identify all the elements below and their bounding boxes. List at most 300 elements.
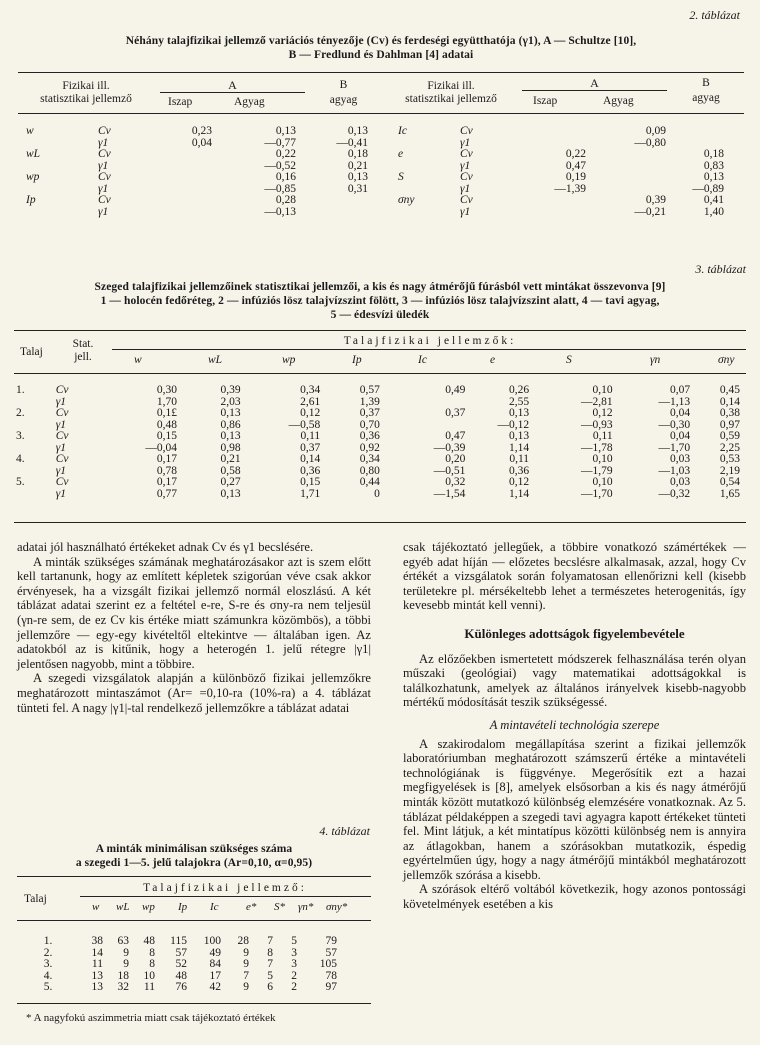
right-paragraph-3: A szakirodalom megállapítása szerint a fizikai jellemzők laboratóriumban meghatározott számszerű értéke a mintavételi technológiának is függvénye. Megerősítik ezt a hazai megfigyelések is [8], amelyek elsősorban a kis és nagy átmérőjű minták között mutatkozó különbség elemzésére vonatkoznak. Az 5. táblázat példaképpen a szegedi tavi agyagra kapott értékeket tünteti fel. Mint látjuk, a két mintatípus közötti különbség nem is annyira az átlagokban, hanem a szórásokban mutatkozik, éspedig egyértelműen úgy, hogy a nagy átmérőjű mintákból meghatározott jellemzők szórása a kisebb. xyxy=(403,736,746,882)
value-cell: 0,59 xyxy=(719,430,740,442)
table-row xyxy=(14,397,746,409)
table4-group-rule xyxy=(80,896,371,897)
value-cell: 7 xyxy=(243,969,249,982)
value-cell: 76 xyxy=(175,981,187,993)
a-iszap-cell xyxy=(500,195,588,207)
a-agyag-cell: 0,09 xyxy=(645,125,666,137)
table-row xyxy=(17,971,371,983)
value-cell: 0,1£ xyxy=(156,407,178,419)
value-cell: 42 xyxy=(209,981,221,993)
a-agyag-cell: 0,13 xyxy=(275,125,296,137)
value-cell: —0,58 xyxy=(288,418,321,431)
row-name-cell: S xyxy=(398,171,404,183)
value-cell: 0,78 xyxy=(156,464,178,477)
value-cell: —0,93 xyxy=(580,418,613,431)
b-cell: 0,83 xyxy=(703,159,724,172)
row-name-cell: wL xyxy=(26,148,41,160)
table2-left-B-header xyxy=(316,78,371,108)
value-cell: —1,78 xyxy=(580,441,613,454)
stat-cell: γ1 xyxy=(460,182,471,195)
b-cell xyxy=(668,126,726,138)
talaj-cell: 5. xyxy=(43,981,53,993)
table3-body xyxy=(14,385,746,500)
a-agyag-cell: —0,85 xyxy=(264,182,296,195)
stat-cell: Cv xyxy=(460,125,473,137)
value-cell: 32 xyxy=(117,981,129,993)
value-cell: 0,12 xyxy=(508,476,530,488)
stat-cell: Cv xyxy=(98,194,111,206)
value-cell: 57 xyxy=(325,946,337,959)
value-cell: 115 xyxy=(170,935,187,947)
value-cell: 52 xyxy=(175,958,187,970)
value-cell: 1,14 xyxy=(508,487,530,500)
value-cell: 0,37 xyxy=(359,407,380,419)
table4-caption-line1: A minták minimálisan szükséges száma xyxy=(95,843,293,855)
a-iszap-cell xyxy=(136,149,214,161)
value-cell: 0,17 xyxy=(156,476,178,488)
column-header: S* xyxy=(274,901,285,913)
row-name-cell: w xyxy=(26,125,34,137)
b-cell xyxy=(298,207,370,219)
table-row xyxy=(14,454,746,466)
table3-column-headers xyxy=(112,354,746,368)
value-cell: 0,13 xyxy=(220,487,241,500)
value-cell: 0,92 xyxy=(359,441,380,454)
value-cell: 0,98 xyxy=(220,441,241,454)
table-row xyxy=(17,948,371,960)
value-cell: 1,71 xyxy=(300,487,321,500)
b-cell: 0,18 xyxy=(703,148,724,160)
value-cell: 1,65 xyxy=(719,487,740,500)
value-cell: 8 xyxy=(149,958,155,970)
value-cell: 0,30 xyxy=(156,384,178,396)
B-label: B xyxy=(702,77,710,89)
table4-group-header: Talajfizikai jellemző: xyxy=(143,882,307,894)
value-cell: 0,57 xyxy=(359,384,380,396)
stat-cell: Cv xyxy=(55,430,69,442)
table-row xyxy=(24,184,370,196)
value-cell: 14 xyxy=(91,946,103,959)
stat-cell: Cv xyxy=(460,194,473,206)
table2-left-agyag-header: Agyag xyxy=(234,96,265,108)
table3-caption-line1: Szeged talajfizikai jellemzőinek statisztikai jellemzői, a kis és nagy átmérőjű fúrásból vett mintákat összevonva [9] xyxy=(94,281,666,293)
value-cell: 2,03 xyxy=(220,395,241,408)
value-cell: 78 xyxy=(325,969,337,982)
value-cell: 0,37 xyxy=(300,441,321,454)
value-cell: 0,14 xyxy=(300,453,321,465)
table2-caption-line2: B — Fredlund és Dahlman [4] adatai xyxy=(288,49,474,61)
value-cell: —0,39 xyxy=(433,441,466,454)
left-paragraph-2: A minták szükséges számának meghatározásakor azt is szem előtt kell tartanunk, hogy az említett képletek szigorúan véve csak akkor érvényesek, ha a vizsgált fizikai jellemző normál eloszlású. A két táblázat adatai szerint ez a feltétel e-re, S-re és σny-ra nem teljesül (γn-re sem, de ez Cv kis értéke miatt számunkra közömbös), a többi jellemzőre — egy-egy kivételtől eltekintve — általában igen. Az adatokból az is kitűnik, hogy a heterogén 1. jelű rétegre |γ1| jelentősen nagyobb, mint a többire. xyxy=(17,554,371,671)
table2-left-iszap-header: Iszap xyxy=(168,96,193,108)
table3-group-header: Talajfizikai jellemzők: xyxy=(343,335,517,347)
stat-cell: Cv xyxy=(55,384,69,396)
value-cell: —2,81 xyxy=(580,395,613,408)
talaj-cell: 3. xyxy=(43,958,53,970)
column-header: γn xyxy=(650,354,661,366)
stat-cell: γ1 xyxy=(98,136,109,149)
value-cell: —1,70 xyxy=(658,441,691,454)
table-row xyxy=(396,184,726,196)
value-cell: 0,48 xyxy=(156,418,178,431)
value-cell: 0,39 xyxy=(220,384,241,396)
table2-right-A-header: A xyxy=(590,76,599,90)
column-header: Ic xyxy=(210,901,219,913)
value-cell: 0,47 xyxy=(445,430,466,442)
column-header: γn* xyxy=(298,901,314,913)
value-cell: 0,03 xyxy=(670,453,691,465)
value-cell: 0,15 xyxy=(156,430,178,442)
a-iszap-cell xyxy=(500,126,588,138)
table3-talaj-header: Talaj xyxy=(20,346,43,358)
a-iszap-cell xyxy=(136,184,214,196)
value-cell: 0,36 xyxy=(508,464,530,477)
char-header-line1: Fizikai ill. xyxy=(62,80,110,92)
value-cell: 3 xyxy=(291,946,297,959)
talaj-cell: 3. xyxy=(16,430,25,442)
table-row xyxy=(14,431,746,443)
value-cell: 0,54 xyxy=(719,476,740,488)
stat-header-line1: Stat. xyxy=(72,338,94,350)
a-iszap-cell xyxy=(136,195,214,207)
value-cell: 0,49 xyxy=(445,384,466,396)
value-cell: 0 xyxy=(374,487,380,500)
b-cell: 0,13 xyxy=(703,171,724,183)
table3-top-rule xyxy=(14,330,746,331)
talaj-cell xyxy=(14,489,54,501)
char-header-line2: statisztikai jellemző xyxy=(40,93,132,105)
table3-stat-header xyxy=(60,338,106,364)
value-cell: 6 xyxy=(267,981,273,993)
B-label: B xyxy=(339,79,348,91)
a-agyag-cell xyxy=(588,149,668,161)
value-cell: 0,14 xyxy=(719,395,740,408)
value-cell: 0,44 xyxy=(359,476,380,488)
value-cell: —0,32 xyxy=(658,487,691,500)
value-cell: 0,15 xyxy=(300,476,321,488)
value-cell: 0,04 xyxy=(670,430,691,442)
value-cell: 2 xyxy=(291,969,297,982)
value-cell: 3 xyxy=(291,958,297,970)
value-cell: 7 xyxy=(267,935,273,947)
right-paragraph-2: Az előzőekben ismertetett módszerek felhasználása terén olyan műszaki (geológiai) vagy matematikai adottságokkal is találkozhatunk, amelyek az általános irányelvek kisebb-nagyobb mértékű módosítását teszik szükségessé. xyxy=(403,651,746,710)
a-agyag-cell xyxy=(588,161,668,173)
table-row xyxy=(396,172,726,184)
a-agyag-cell: 0,22 xyxy=(275,148,296,160)
b-cell: —0,89 xyxy=(692,182,724,195)
char-header-line1: Fizikai ill. xyxy=(427,80,475,92)
value-cell: 8 xyxy=(267,946,273,959)
b-cell: 0,21 xyxy=(347,159,368,172)
a-iszap-cell xyxy=(500,207,588,219)
stat-cell: γ1 xyxy=(55,418,67,431)
right-paragraph-1: csak tájékoztató jellegűek, a többire vonatkozó számértékek — egyéb adat híján — előzetes becslésre alkalmasak, azzal, hogy Cv értékét a vizsgálatok során folyamatosan ellenőrizni kell (kisebb területekre pl. mérsékeltebb lehet a természetes heterogenitás, így kevesebb mintát kell venni). xyxy=(403,540,746,613)
table-row xyxy=(396,126,726,138)
a-iszap-cell: 0,23 xyxy=(191,125,212,137)
row-name-cell: wp xyxy=(26,171,40,183)
column-header: σny* xyxy=(326,901,348,913)
value-cell: 0,10 xyxy=(592,384,613,396)
stat-cell: Cv xyxy=(98,125,111,137)
row-name-cell: Ic xyxy=(398,125,407,137)
talaj-cell: 5. xyxy=(16,476,25,488)
table4-body xyxy=(17,936,371,994)
table-row xyxy=(24,126,370,138)
table2-header-rule xyxy=(18,113,744,114)
table2-right-char-header xyxy=(386,80,516,106)
value-cell: 9 xyxy=(123,958,129,970)
value-cell: 2 xyxy=(291,981,297,993)
column-header: wp xyxy=(282,354,296,366)
table-row xyxy=(396,207,726,219)
column-header: wp xyxy=(142,901,155,913)
row-name-cell: Ip xyxy=(26,194,36,206)
value-cell: 7 xyxy=(267,958,273,970)
table2-left-A-rule xyxy=(160,92,305,93)
value-cell: 105 xyxy=(319,958,337,970)
table3-group-rule xyxy=(112,349,746,350)
value-cell: 0,20 xyxy=(445,453,466,465)
talaj-cell: 2. xyxy=(16,407,25,419)
table-row xyxy=(24,195,370,207)
table-row xyxy=(14,385,746,397)
stat-cell: γ1 xyxy=(98,182,109,195)
a-agyag-cell: —0,80 xyxy=(634,136,666,149)
value-cell: 48 xyxy=(175,969,187,982)
table3-caption-line2: 1 — holocén fedőréteg, 2 — infúziós lösz talajvízszint fölött, 3 — infúziós lösz talajvízszint alatt, 4 — tavi agyag, xyxy=(100,295,660,307)
value-cell: 38 xyxy=(91,935,103,947)
stat-cell: Cv xyxy=(55,453,69,465)
value-cell: 0,70 xyxy=(359,418,380,431)
value-cell: 0,11 xyxy=(592,430,613,442)
a-iszap-cell: 0,22 xyxy=(565,148,586,160)
value-cell: 0,11 xyxy=(509,453,530,465)
value-cell: 9 xyxy=(243,981,249,993)
talaj-cell: 2. xyxy=(43,946,53,959)
value-cell: 0,58 xyxy=(220,464,241,477)
table2-left-A-header: A xyxy=(228,78,237,92)
table-row xyxy=(396,195,726,207)
value-cell: 0,12 xyxy=(592,407,613,419)
table4-footnote: * A nagyfokú aszimmetria miatt csak tájékoztató értékek xyxy=(26,1012,276,1024)
table-row xyxy=(17,982,371,994)
b-cell: 0,31 xyxy=(347,182,368,195)
value-cell: 0,80 xyxy=(359,464,380,477)
section-heading: Különleges adottságok figyelembevétele xyxy=(464,625,685,641)
value-cell: 2,61 xyxy=(300,395,321,408)
value-cell: 0,21 xyxy=(220,453,241,465)
column-header: wL xyxy=(208,354,223,366)
table-row xyxy=(14,408,746,420)
value-cell: 0,34 xyxy=(359,453,380,465)
stat-cell: γ1 xyxy=(460,159,471,172)
value-cell: 0,12 xyxy=(300,407,321,419)
table2-right-body xyxy=(396,126,726,218)
value-cell: 9 xyxy=(123,946,129,959)
value-cell: 9 xyxy=(243,958,249,970)
value-cell: 0,34 xyxy=(300,384,321,396)
value-cell: —1,03 xyxy=(658,464,691,477)
value-cell: 0,38 xyxy=(719,407,740,419)
value-cell: 13 xyxy=(91,969,103,982)
value-cell: 0,03 xyxy=(670,476,691,488)
value-cell: 0,37 xyxy=(445,407,466,419)
value-cell: 8 xyxy=(149,946,155,959)
table-row xyxy=(17,936,371,948)
value-cell: —1,79 xyxy=(580,464,613,477)
table4-caption xyxy=(17,842,371,870)
table-row xyxy=(14,477,746,489)
value-cell: —0,51 xyxy=(433,464,466,477)
table2-right-agyag-header: Agyag xyxy=(603,95,634,107)
value-cell: 1,14 xyxy=(508,441,530,454)
value-cell: 11 xyxy=(143,981,155,993)
column-header: Ic xyxy=(418,354,427,366)
value-cell: —0,04 xyxy=(145,441,178,454)
subsection-heading: A mintavételi technológia szerepe xyxy=(489,717,660,732)
stat-cell: Cv xyxy=(55,407,69,419)
value-cell: 0,27 xyxy=(220,476,241,488)
stat-cell: γ1 xyxy=(98,159,109,172)
value-cell: 9 xyxy=(243,946,249,959)
table4-bottom-rule xyxy=(17,1003,371,1004)
value-cell: 5 xyxy=(267,969,273,982)
row-name-cell xyxy=(396,207,458,219)
stat-cell: γ1 xyxy=(460,136,471,149)
a-iszap-cell: 0,04 xyxy=(191,136,212,149)
b-cell: 0,13 xyxy=(347,125,368,137)
value-cell: 0,13 xyxy=(220,430,241,442)
stat-cell: γ1 xyxy=(55,487,67,500)
table2-right-iszap-header: Iszap xyxy=(533,95,558,107)
column-header: S xyxy=(566,354,572,366)
b-cell: 0,13 xyxy=(347,171,368,183)
table2-right-A-rule xyxy=(522,90,667,91)
value-cell: —1,13 xyxy=(658,395,691,408)
value-cell: 0,04 xyxy=(670,407,691,419)
table4-talaj-header: Talaj xyxy=(24,893,47,905)
table2-top-rule xyxy=(18,72,744,73)
value-cell: 0,45 xyxy=(719,384,740,396)
table4-caption-line2: a szegedi 1—5. jelű talajokra (Ar=0,10, α=0,95) xyxy=(75,857,313,869)
value-cell: 0,13 xyxy=(508,407,530,419)
column-header: e* xyxy=(246,901,257,913)
talaj-cell: 4. xyxy=(43,969,53,982)
a-agyag-cell: 0,28 xyxy=(275,194,296,206)
table-row xyxy=(14,466,746,478)
stat-cell: Cv xyxy=(98,171,111,183)
table-row xyxy=(396,161,726,173)
table2-caption-line1: Néhány talajfizikai jellemző variációs tényezője (Cv) és ferdeségi együtthatója (γ1), A — Schultze [10], xyxy=(125,35,637,47)
value-cell: 63 xyxy=(117,935,129,947)
value-cell: 0,97 xyxy=(719,418,740,431)
left-paragraph-3: A szegedi vizsgálatok alapján a különböző fizikai jellemzőkre meghatározott mintaszámot (Ar= =0,10-ra (10%-ra) a 4. táblázat tünteti fel. A nagy |γ1|-tal rendelkező jellemzőkre a táblázat adatai xyxy=(17,671,371,715)
a-iszap-cell xyxy=(136,172,214,184)
b-cell: 1,40 xyxy=(703,205,724,218)
column-header: σny xyxy=(718,354,735,366)
a-agyag-cell: —0,21 xyxy=(634,205,666,218)
value-cell: 2,25 xyxy=(719,441,740,454)
value-cell: 0,10 xyxy=(592,453,613,465)
value-cell: 0,36 xyxy=(300,464,321,477)
row-name-cell xyxy=(24,207,96,219)
a-iszap-cell xyxy=(136,161,214,173)
stat-cell: γ1 xyxy=(98,205,109,218)
value-cell: 17 xyxy=(209,969,221,982)
stat-cell: γ1 xyxy=(55,464,67,477)
char-header-line2: statisztikai jellemző xyxy=(405,93,497,105)
value-cell: 13 xyxy=(91,981,103,993)
a-iszap-cell: —1,39 xyxy=(554,182,586,195)
value-cell: 0,11 xyxy=(300,430,321,442)
a-iszap-cell: 0,19 xyxy=(565,171,586,183)
a-agyag-cell xyxy=(588,172,668,184)
value-cell: 1,39 xyxy=(359,395,380,408)
value-cell: 79 xyxy=(325,935,337,947)
value-cell: 97 xyxy=(325,981,337,993)
value-cell: 0,32 xyxy=(445,476,466,488)
column-header: e xyxy=(490,354,496,366)
a-agyag-cell: 0,16 xyxy=(275,171,296,183)
value-cell: 84 xyxy=(209,958,221,970)
value-cell: 28 xyxy=(237,935,249,947)
table2-caption xyxy=(20,34,742,62)
table4-column-headers xyxy=(80,901,371,915)
a-agyag-cell: —0,77 xyxy=(264,136,296,149)
b-cell: —0,41 xyxy=(336,136,368,149)
a-agyag-cell: —0,13 xyxy=(264,205,296,218)
stat-cell: Cv xyxy=(460,148,473,160)
a-agyag-cell: 0,39 xyxy=(645,194,666,206)
table3-bottom-rule xyxy=(14,522,746,523)
talaj-cell: 1. xyxy=(43,935,53,947)
table2-label: 2. táblázat xyxy=(689,8,740,22)
value-cell: —1,54 xyxy=(433,487,466,500)
table2-left-body xyxy=(24,126,370,218)
table4-label: 4. táblázat xyxy=(319,824,370,838)
value-cell: 57 xyxy=(175,946,187,959)
table4-header-rule xyxy=(17,920,371,921)
table3-header-rule xyxy=(14,373,746,374)
value-cell: 0,36 xyxy=(359,430,380,442)
table3-caption-line3: 5 — édesvízi üledék xyxy=(330,309,430,321)
b-cell: 0,18 xyxy=(347,148,368,160)
table3-caption xyxy=(14,280,746,322)
stat-cell: γ1 xyxy=(55,395,67,408)
value-cell: 1,70 xyxy=(156,395,178,408)
value-cell: 49 xyxy=(209,946,221,959)
column-header: w xyxy=(92,901,100,913)
value-cell: 0,53 xyxy=(719,453,740,465)
column-header: Ip xyxy=(352,354,362,366)
stat-cell: Cv xyxy=(98,148,111,160)
value-cell: 0,77 xyxy=(156,487,178,500)
column-header: Ip xyxy=(178,901,188,913)
value-cell: 0,13 xyxy=(508,430,530,442)
value-cell: 2,55 xyxy=(508,395,530,408)
a-agyag-cell: —0,52 xyxy=(264,159,296,172)
table-row xyxy=(24,207,370,219)
stat-cell: Cv xyxy=(55,476,69,488)
column-header: w xyxy=(134,354,142,366)
value-cell: —0,30 xyxy=(658,418,691,431)
stat-cell: γ1 xyxy=(460,205,471,218)
value-cell: —0,12 xyxy=(497,418,530,431)
value-cell: 0,86 xyxy=(220,418,241,431)
table2-left-char-header xyxy=(22,80,150,106)
table-row xyxy=(24,172,370,184)
talaj-cell: 4. xyxy=(16,453,25,465)
